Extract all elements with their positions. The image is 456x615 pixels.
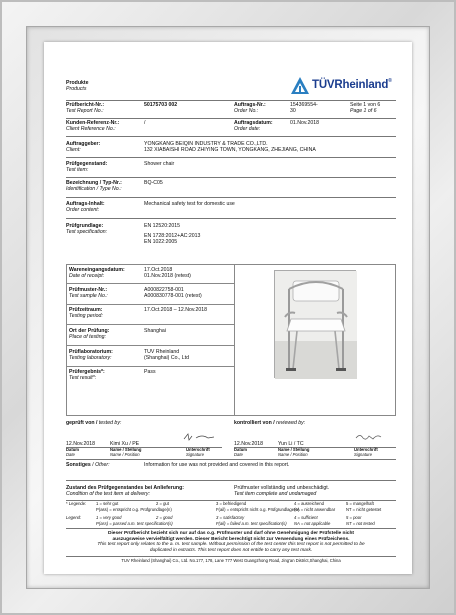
- report-no-label: Prüfbericht-Nr.: Test Report No.:: [66, 102, 105, 115]
- divider: [66, 528, 396, 529]
- period-value: 17.Oct.2018 – 12.Nov.2018: [144, 307, 208, 313]
- divider: [66, 480, 396, 481]
- identification-label: Bezeichnung / Typ-Nr.: Identification / Type No.:: [66, 180, 122, 193]
- disclaimer: Dieser Prüfbericht bezieht sich nur auf das o.g. Prüfmuster und darf ohne Genehmigung der Prüfstelle nicht auszugsweise vervielfältigt werden. Dieser Bericht berechtigt nicht zur Verwendung eines Prüfzeichens. This test report only relates to the a. m. test sample. Without permission of the test center this test report is not permitted to be duplicated in extracts. This test report does not entitle to carry any test mark.: [97, 531, 365, 553]
- place-value: Shanghai: [144, 328, 166, 334]
- reviewed-by-label: kontrolliert von / reviewed by:: [234, 420, 306, 426]
- sample-label: Prüfmuster-Nr.: Test sample No.:: [69, 287, 108, 300]
- products-label-en: Products: [66, 86, 87, 93]
- divider: [66, 197, 396, 198]
- divider: [66, 283, 234, 284]
- order-content-label: Auftrags-Inhalt: Order content:: [66, 201, 105, 214]
- client-ref-value: /: [144, 120, 146, 126]
- sample-value: A000822758-001 A000830778-001 (retest): [144, 287, 202, 300]
- other-label: Sonstiges / Other:: [66, 462, 110, 468]
- product-photo: [274, 270, 356, 378]
- divider: [66, 324, 234, 325]
- divider: [66, 459, 396, 460]
- legend: * Legende: 1 = sehr gut 2 = gut 3 = befriedigend 4 = ausreichend 5 = mangelhaft P(ass) = entspricht o.g. Prüfgrundlage(n) F(ail) = entspricht nicht o.g. Prüfgrundlage(n) NA = nicht anwendbar NT = nicht getestet Legend: 1 = very good 2 = good 3 = satisfactory 4 = sufficient 5 = poor P(ass) = passed a.m. test specification(s) F(ail) = failed a.m. test specification(s) NA = not applicable NT = not tested: [66, 501, 382, 526]
- order-date-value: 01.Nov.2018: [290, 120, 320, 126]
- order-content-value: Mechanical safety test for domestic use: [144, 201, 235, 207]
- tuv-triangle-icon: [290, 76, 310, 96]
- order-no-value: 154369554- 30: [290, 102, 318, 115]
- result-label: Prüfergebnis*: Test result*:: [69, 369, 105, 382]
- col-date-reviewed: Datum Date: [234, 447, 248, 457]
- test-item-value: Shower chair: [144, 161, 175, 167]
- col-sig-tested: Unterschrift Signature: [186, 447, 210, 457]
- result-value: Pass: [144, 369, 156, 375]
- col-sig-reviewed: Unterschrift Signature: [354, 447, 378, 457]
- tuv-logo: [290, 76, 400, 98]
- col-date-tested: Datum Date: [66, 447, 80, 457]
- lab-value: TUV Rheinland (Shanghai) Co., Ltd: [144, 349, 189, 362]
- divider: [66, 218, 396, 219]
- divider: [66, 136, 396, 137]
- footer-address: TUV Rheinland (Shanghai) Co., Ltd. No.177, 178, Lane 777 West Guangzhong Road, Jing'an District,Shanghai, China: [121, 558, 341, 563]
- col-name-tested: Name / Stellung Name / Position: [110, 447, 142, 457]
- divider: [66, 556, 396, 557]
- divider: [66, 177, 396, 178]
- tuv-logo-text: TÜVRheinland®: [312, 78, 392, 91]
- receipt-label: Wareneingangsdatum: Date of receipt:: [69, 267, 125, 280]
- tested-name: Kimi Xu / PE: [110, 441, 140, 447]
- condition-value: Prüfmuster vollständig und unbeschädigt. Test item complete and undamaged: [234, 485, 330, 498]
- report-no-value: 50175703 002: [144, 102, 178, 108]
- divider: [66, 118, 396, 119]
- period-label: Prüfzeitraum: Testing period:: [69, 307, 103, 320]
- tested-by-label: geprüft von / tested by:: [66, 420, 122, 426]
- test-item-label: Prüfgegenstand: Test item:: [66, 161, 108, 174]
- products-heading: [66, 80, 88, 92]
- lab-label: Prüflaboratorium: Testing laboratory:: [69, 349, 113, 362]
- test-spec-label: Prüfgrundlage: Test specification:: [66, 223, 108, 236]
- col-name-reviewed: Name / Stellung Name / Position: [278, 447, 310, 457]
- order-date-label: Auftragsdatum: Order date:: [234, 120, 273, 133]
- divider: [66, 304, 234, 305]
- tested-date: 12.Nov.2018: [66, 441, 96, 447]
- reviewed-name: Yun Li / TC: [278, 441, 304, 447]
- details-separator: [234, 264, 235, 416]
- receipt-value: 17.Oct.2018 01.Nov.2018 (retest): [144, 267, 191, 280]
- divider: [66, 366, 234, 367]
- reviewed-date: 12.Nov.2018: [234, 441, 264, 447]
- client-label: Auftraggeber: Client:: [66, 141, 101, 154]
- identification-value: BQ-C05: [144, 180, 163, 186]
- test-spec-values: EN 12520:2015 EN 1728:2012+AC:2013 EN 1022:2005: [144, 223, 201, 246]
- page-indicator: Seite 1 von 6 Page 1 of 6: [350, 102, 381, 115]
- client-ref-label: Kunden-Referenz-Nr.: Client Reference No.:: [66, 120, 120, 133]
- place-label: Ort der Prüfung: Place of testing:: [69, 328, 110, 341]
- shower-chair-image: [275, 271, 357, 379]
- divider: [66, 345, 234, 346]
- condition-label: Zustand des Prüfgegenstandes bei Anlieferung: Condition of the test item at delivery:: [66, 485, 184, 498]
- order-no-label: Auftrags-Nr.: Order No.:: [234, 102, 266, 115]
- other-value: Information for use was not provided and covered in this report.: [144, 462, 290, 468]
- divider: [66, 100, 396, 101]
- reviewer-signature: [354, 432, 384, 442]
- client-value: YONGKANG BEIQIN INDUSTRY & TRADE CO.,LTD. 132 XIABAISHI ROAD ZHIYING TOWN, YONGKANG, ZHEJIANG, CHINA: [144, 141, 316, 154]
- tester-signature: [182, 432, 216, 442]
- products-label-de: Produkte: [66, 80, 89, 86]
- test-report-page: [44, 42, 412, 574]
- divider: [66, 157, 396, 158]
